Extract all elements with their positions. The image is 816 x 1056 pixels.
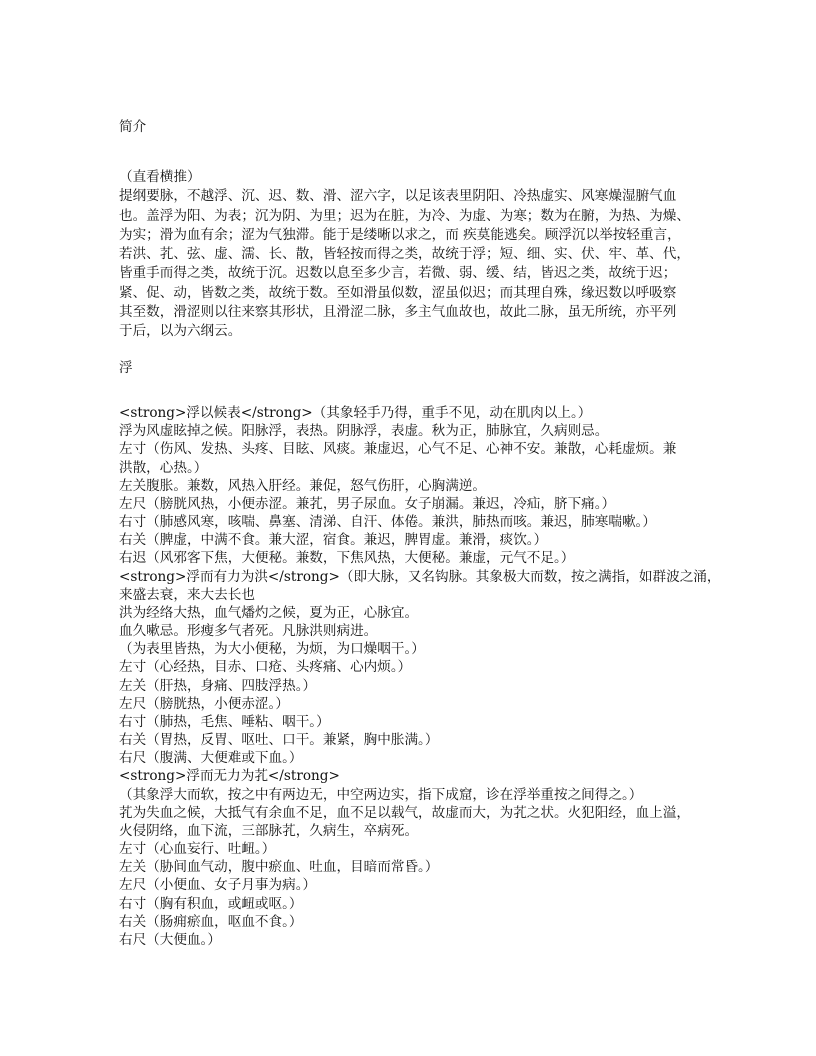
text-line: 左关腹胀。兼数，风热入肝经。兼促，怒气伤肝，心胸满逆。 (119, 477, 487, 494)
text-line: （其象浮大而软，按之中有两边无，中空两边实，指下成窟，诊在浮举重按之间得之。） (119, 786, 643, 803)
text-line: 左尺（小便血、女子月事为病。） (119, 877, 317, 894)
text-line: 火侵阴络，血下流，三部脉芤，久病生，卒病死。 (119, 822, 419, 839)
text-line: 洪为经络大热，血气燔灼之候，夏为正，心脉宜。 (119, 604, 419, 621)
text-line: 浮为风虚眩掉之候。阳脉浮，表热。阴脉浮，表虚。秋为正，肺脉宜，久病则忌。 (119, 423, 609, 440)
text-line: 来盛去衰，来大去长也 (119, 586, 255, 603)
text-line: 右寸（肺热，毛焦、唾粘、咽干。） (119, 713, 330, 730)
text-line: 洪散，心热。） (119, 459, 208, 476)
intro-paragraph (119, 168, 719, 341)
text-line: 左寸（心血妄行、吐衄。） (119, 841, 276, 858)
text-line: 为实；滑为血有余；涩为气独滞。能于是缕晰以求之，而 疾莫能逃矣。顾浮沉以举按轻重言， (119, 226, 681, 243)
text-line: 右关（脾虚，中满不食。兼大涩，宿食。兼迟，脾胃虚。兼滑，痰饮。） (119, 532, 548, 549)
text-line: 左关（胁间血气动，腹中瘀血、吐血，目暗而常昏。） (119, 859, 439, 876)
section-heading-fu: 浮 (119, 360, 133, 376)
text-line: 若洪、芤、弦、虚、濡、长、散，皆轻按而得之类，故统于浮；短、细、实、伏、牢、革、代， (119, 246, 690, 262)
text-line: 右迟（风邪客下焦，大便秘。兼数，下焦风热，大便秘。兼虚，元气不足。） (119, 550, 575, 567)
text-line: （为表里皆热，为大小便秘，为烦，为口燥咽干。） (119, 641, 425, 658)
section-heading-intro: 简介 (119, 119, 147, 135)
text-line: 右尺（大便血。） (119, 931, 221, 948)
text-line: 右关（肠痈瘀血，呕血不食。） (119, 913, 303, 930)
fu-section-body (119, 404, 719, 949)
text-line: 血久嗽忌。形瘦多气者死。凡脉洪则病进。 (119, 623, 378, 640)
text-line: 左尺（膀胱风热，小便赤涩。兼芤，男子尿血。女子崩漏。兼迟，冷疝，脐下痛。） (119, 495, 616, 512)
text-line: 右寸（胸有积血，或衄或呕。） (119, 895, 303, 912)
text-line: <strong>浮而无力为芤</strong> (119, 768, 340, 785)
text-line: 左寸（心经热，目赤、口疮、头疼痛、心内烦。） (119, 659, 412, 676)
text-line: 芤为失血之候，大抵气有余血不足，血不足以载气，故虚而大，为芤之状。火犯阳经，血上溢， (119, 804, 690, 821)
text-line: 也。盖浮为阳、为表；沉为阴、为里；迟为在脏，为冷、为虚、为寒；数为在腑，为热、为燥、 (119, 207, 690, 224)
text-line: 紧、促、动，皆数之类，故统于数。至如滑虽似数，涩虽似迟；而其理自殊，缘迟数以呼吸察 (119, 284, 677, 301)
text-line: 右尺（腹满、大便难或下血。） (119, 750, 303, 767)
text-line: <strong>浮而有力为洪</strong>（即大脉，又名钩脉。其象极大而数，按之满指，如群波之涌， (119, 568, 721, 585)
text-line: <strong>浮以候表</strong>（其象轻手乃得，重手不见，动在肌肉以上。） (119, 405, 592, 421)
text-line: （直看横推） (119, 169, 201, 185)
text-line: 右关（胃热，反胃、呕吐、口干。兼紧，胸中胀满。） (119, 732, 439, 749)
text-line: 左寸（伤风、发热、头疼、目眩、风痰。兼虚迟，心气不足、心神不安。兼散，心耗虚烦。兼 (119, 441, 677, 458)
text-line: 其至数，滑涩则以往来察其形状，且滑涩二脉，多主气血故也，故此二脉，虽无所统，亦平列 (119, 303, 677, 320)
text-line: 左尺（膀胱热，小便赤涩。） (119, 695, 289, 712)
text-line: 提纲要脉，不越浮、沉、迟、数、滑、涩六字，以足该表里阴阳、冷热虚实、风寒燥湿腑气血 (119, 188, 677, 205)
text-line: 皆重手而得之类，故统于沉。迟数以息至多少言，若微、弱、缓、结，皆迟之类，故统于迟； (119, 265, 677, 282)
text-line: 于后，以为六纲云。 (119, 323, 242, 339)
text-line: 左关（肝热，身痛、四肢浮热。） (119, 677, 317, 694)
text-line: 右寸（肺感风寒，咳喘、鼻塞、清涕、自汗、体倦。兼洪，肺热而咳。兼迟，肺寒喘嗽。） (119, 514, 656, 531)
